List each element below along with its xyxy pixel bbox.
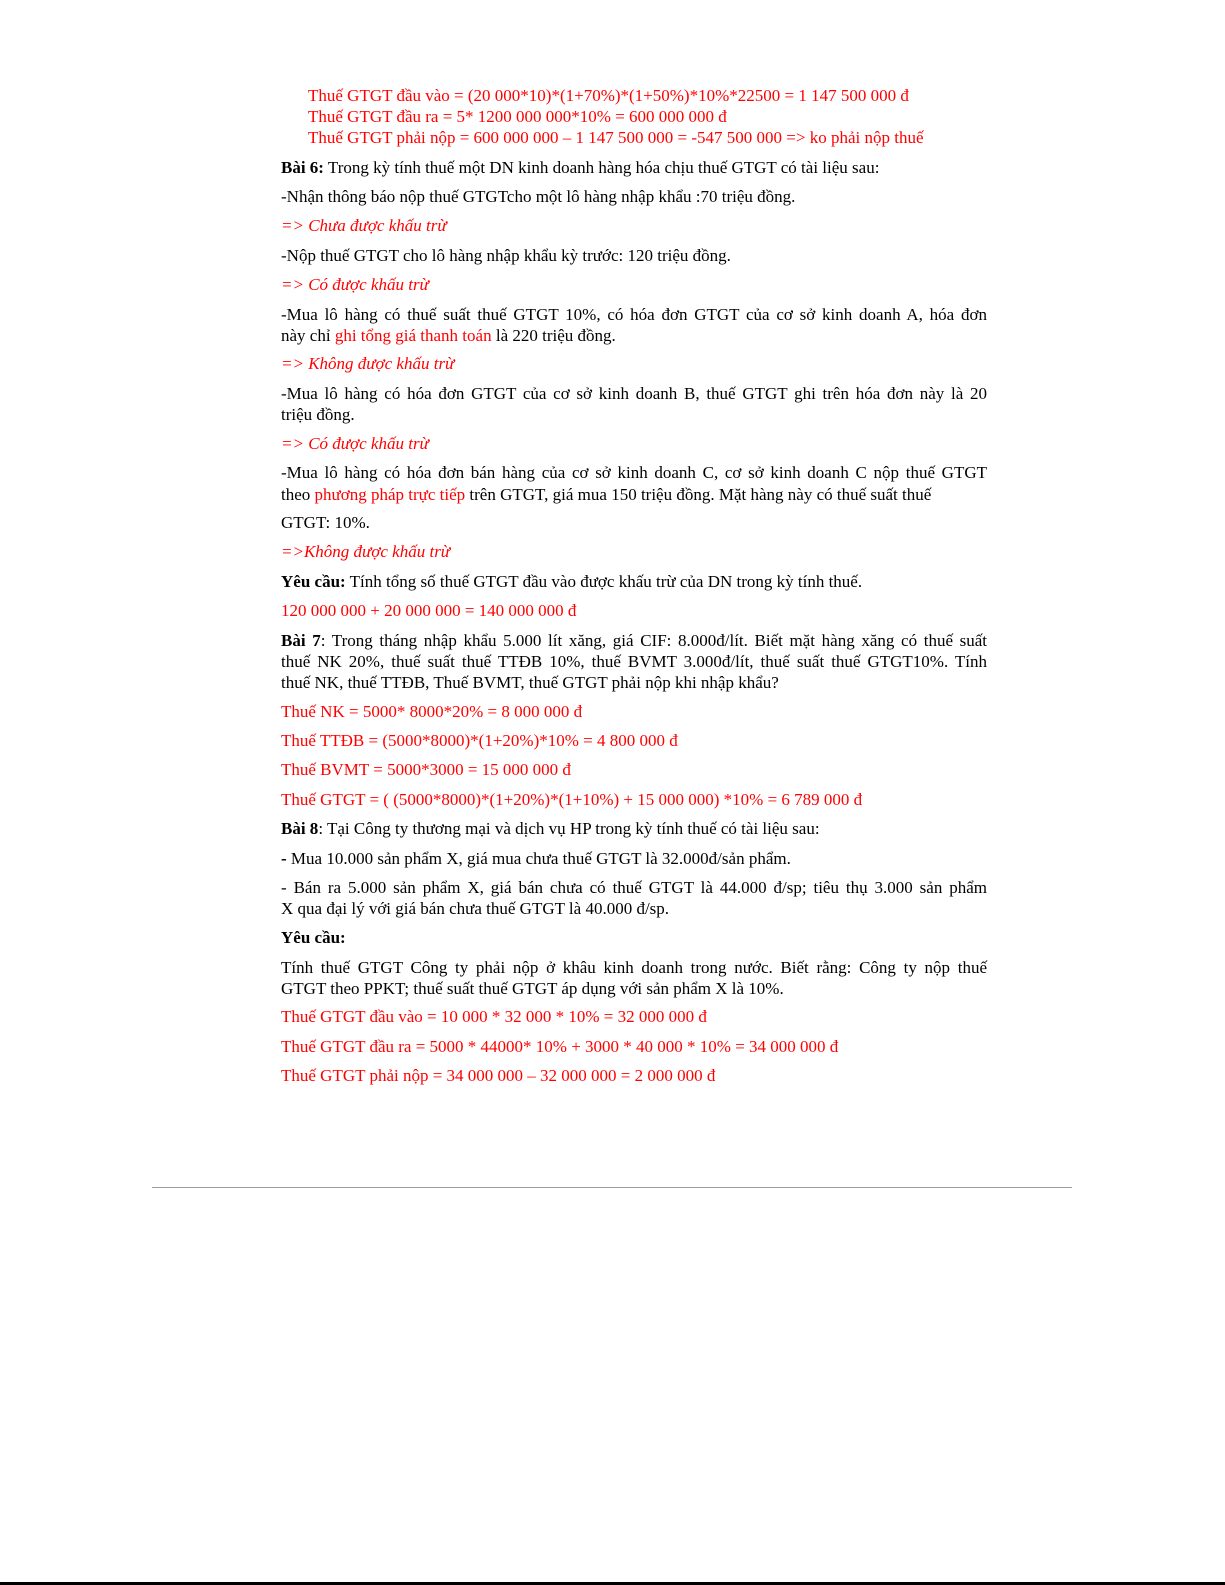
bai7-line-2: thuế NK 20%, thuế suất thuế TTĐB 10%, thuế BVMT 3.000đ/lít, thuế suất thuế GTGT10%. Tính	[281, 652, 987, 671]
prev-payable-vat: Thuế GTGT phải nộp = 600 000 000 – 1 147 500 000 = -547 500 000 => ko phải nộp thuế	[308, 128, 924, 147]
bai8-intro: : Tại Công ty thương mại và dịch vụ HP trong kỳ tính thuế có tài liệu sau:	[318, 819, 820, 838]
bai6-heading	[281, 158, 879, 178]
bai6-req-text: Tính tổng số thuế GTGT đầu vào được khấu trừ của DN trong kỳ tính thuế.	[345, 572, 863, 591]
bai6-item-3-text-c: là 220 triệu đồng.	[491, 326, 616, 345]
bai7-result-nk: Thuế NK = 5000* 8000*20% = 8 000 000 đ	[281, 702, 583, 721]
bai6-item-5-line-1: -Mua lô hàng có hóa đơn bán hàng của cơ sở kinh doanh C, cơ sở kinh doanh C nộp thuế GTGT	[281, 463, 987, 482]
bai6-item-4-line-2: triệu đồng.	[281, 405, 355, 424]
bai7-text-1: : Trong tháng nhập khẩu 5.000 lít xăng, giá CIF: 8.000đ/lít. Biết mặt hàng xăng có thuế suất	[320, 631, 988, 650]
bai6-item-3-text-a: này chỉ	[281, 326, 335, 345]
bai6-item-5-line-3: GTGT: 10%.	[281, 513, 370, 532]
bai6-title: Bài 6:	[281, 158, 324, 177]
bai8-data-2-line-1: - Bán ra 5.000 sản phẩm X, giá bán chưa có thuế GTGT là 44.000 đ/sp; tiêu thụ 3.000 sản phẩm	[281, 878, 987, 897]
bai7-result-bvmt: Thuế BVMT = 5000*3000 = 15 000 000 đ	[281, 760, 571, 779]
bai7-line-1	[281, 631, 987, 651]
bai6-item-2: -Nộp thuế GTGT cho lô hàng nhập khẩu kỳ trước: 120 triệu đồng.	[281, 246, 731, 265]
bai6-answer-5: =>Không được khấu trừ	[281, 542, 451, 561]
bai6-answer-3: => Không được khấu trừ	[281, 354, 455, 373]
bai6-item-4-line-1: -Mua lô hàng có hóa đơn GTGT của cơ sở kinh doanh B, thuế GTGT ghi trên hóa đơn này là 20	[281, 384, 987, 403]
bai8-title: Bài 8	[281, 819, 319, 838]
bai8-req-line-1: Tính thuế GTGT Công ty phải nộp ở khâu kinh doanh trong nước. Biết rằng: Công ty nộp thuế	[281, 958, 987, 977]
bai7-result-ttdb: Thuế TTĐB = (5000*8000)*(1+20%)*10% = 4 800 000 đ	[281, 731, 678, 750]
bai8-data-1-text: Mua 10.000 sản phẩm X, giá mua chưa thuế GTGT là 32.000đ/sản phẩm.	[286, 849, 791, 868]
bai8-result-output: Thuế GTGT đầu ra = 5000 * 44000* 10% + 3000 * 40 000 * 10% = 34 000 000 đ	[281, 1037, 839, 1056]
bai6-intro: Trong kỳ tính thuế một DN kinh doanh hàng hóa chịu thuế GTGT có tài liệu sau:	[323, 158, 880, 177]
bai6-requirement	[281, 572, 862, 592]
bai8-heading	[281, 819, 820, 839]
prev-output-vat: Thuế GTGT đầu ra = 5* 1200 000 000*10% = 600 000 000 đ	[308, 107, 727, 126]
bai8-req-heading	[281, 928, 346, 948]
bai6-item-5-text-c: trên GTGT, giá mua 150 triệu đồng. Mặt hàng này có thuế suất thuế	[465, 485, 932, 504]
prev-input-vat: Thuế GTGT đầu vào = (20 000*10)*(1+70%)*(1+50%)*10%*22500 = 1 147 500 000 đ	[308, 86, 909, 105]
bai8-data-1	[281, 849, 791, 869]
bai6-answer-4: => Có được khấu trừ	[281, 434, 429, 453]
bai6-item-3-line-1: -Mua lô hàng có thuế suất thuế GTGT 10%, có hóa đơn GTGT của cơ sở kinh doanh A, hóa đơn	[281, 305, 987, 324]
page-divider	[152, 1187, 1072, 1188]
bai6-item-3-highlight: ghi tổng giá thanh toán	[334, 326, 492, 345]
bai7-result-gtgt: Thuế GTGT = ( (5000*8000)*(1+20%)*(1+10%) + 15 000 000) *10% = 6 789 000 đ	[281, 790, 863, 809]
bai6-req-label: Yêu cầu:	[281, 572, 346, 591]
bai6-item-5-line-2	[281, 485, 931, 505]
bai6-item-3-line-2	[281, 326, 616, 346]
bai7-line-3: thuế NK, thuế TTĐB, Thuế BVMT, thuế GTGT phải nộp khi nhập khẩu?	[281, 673, 779, 692]
bai8-result-input: Thuế GTGT đầu vào = 10 000 * 32 000 * 10% = 32 000 000 đ	[281, 1007, 707, 1026]
bai8-req-label: Yêu cầu:	[281, 928, 346, 947]
bai6-final-answer: 120 000 000 + 20 000 000 = 140 000 000 đ	[281, 601, 577, 620]
bai8-req-line-2: GTGT theo PPKT; thuế suất thuế GTGT áp dụng với sản phẩm X là 10%.	[281, 979, 784, 998]
bai7-title: Bài 7	[281, 631, 321, 650]
bai6-answer-2: => Có được khấu trừ	[281, 275, 429, 294]
bai8-data-1-dash: -	[281, 849, 287, 868]
bai6-item-1: -Nhận thông báo nộp thuế GTGTcho một lô hàng nhập khẩu :70 triệu đồng.	[281, 187, 796, 206]
bai8-data-2-line-2: X qua đại lý với giá bán chưa thuế GTGT là 40.000 đ/sp.	[281, 899, 670, 918]
bai6-answer-1: => Chưa được khấu trừ	[281, 216, 447, 235]
bai8-result-payable: Thuế GTGT phải nộp = 34 000 000 – 32 000 000 = 2 000 000 đ	[281, 1066, 716, 1085]
bai6-item-5-highlight: phương pháp trực tiếp	[314, 485, 466, 504]
bai6-item-5-text-a: theo	[281, 485, 315, 504]
